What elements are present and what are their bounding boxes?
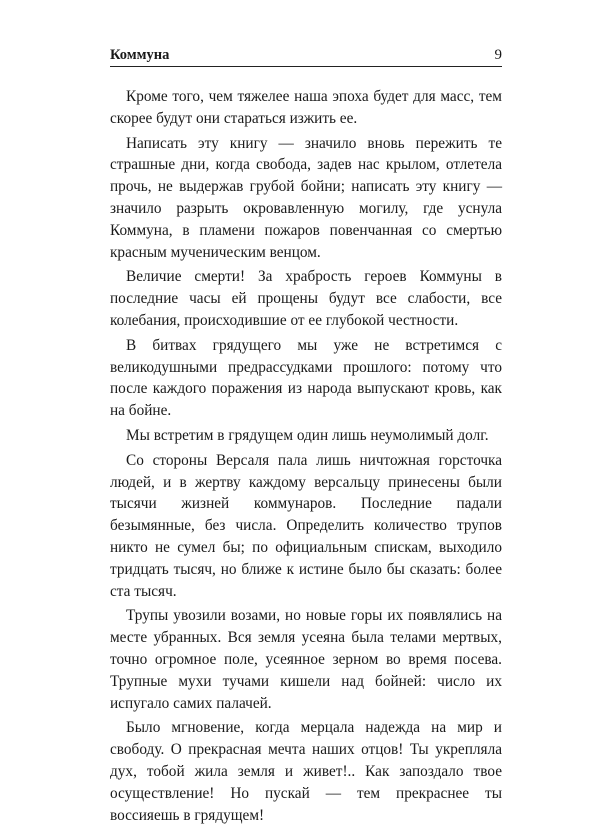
- page-number: 9: [494, 47, 502, 63]
- body-text: [110, 86, 502, 829]
- paragraph: В битвах грядущего мы уже не встретимся с великодушными предрассудками прошлого: потому что после каждого поражения из народа выпускают кровь, как на бойне.: [110, 336, 502, 420]
- paragraph: Величие смерти! За храбрость героев Коммуны в последние часы ей прощены будут все слабости, все колебания, происходившие от ее глубокой честности.: [110, 268, 502, 329]
- paragraph: Со стороны Версаля пала лишь ничтожная горсточка людей, и в жертву каждому версальцу принесены были тысячи жизней коммунаров. Последние падали безымянные, без числа. Определить количество трупов никто не сумел бы; по официальным спискам, выходило тридцать тысяч, но ближе к истине было бы сказать: более ста тысяч.: [110, 451, 502, 600]
- paragraph: Кроме того, чем тяжелее наша эпоха будет для масс, тем скорее будут они стараться изжить ее.: [110, 88, 502, 127]
- paragraph: Мы встретим в грядущем один лишь неумолимый долг.: [126, 426, 489, 444]
- running-header: [110, 44, 502, 67]
- paragraph: Было мгновение, когда мерцала надежда на мир и свободу. О прекрасная мечта наших отцов! Ты укрепляла дух, тобой жила земля и живет!.. Как запоздало твое осуществление! Но пускай — тем прекраснее ты воссияешь в грядущем!: [110, 719, 502, 824]
- book-page: [110, 0, 502, 824]
- running-title: Коммуна: [110, 47, 170, 63]
- paragraph: Трупы увозили возами, но новые горы их появлялись на месте убранных. Вся земля усеяна была телами мертвых, точно огромное поле, усеянное зерном во время посева. Трупные мухи тучами кишели над бойней: число их испугало самих палачей.: [110, 607, 502, 712]
- paragraph: Написать эту книгу — значило вновь пережить те страшные дни, когда свобода, задев нас крылом, отлетела прочь, не выдержав грубой бойни; написать эту книгу — значило разрыть окровавленную могилу, где уснула Коммуна, в пламени пожаров повенчанная со смертью красным мученическим венцом.: [110, 134, 502, 261]
